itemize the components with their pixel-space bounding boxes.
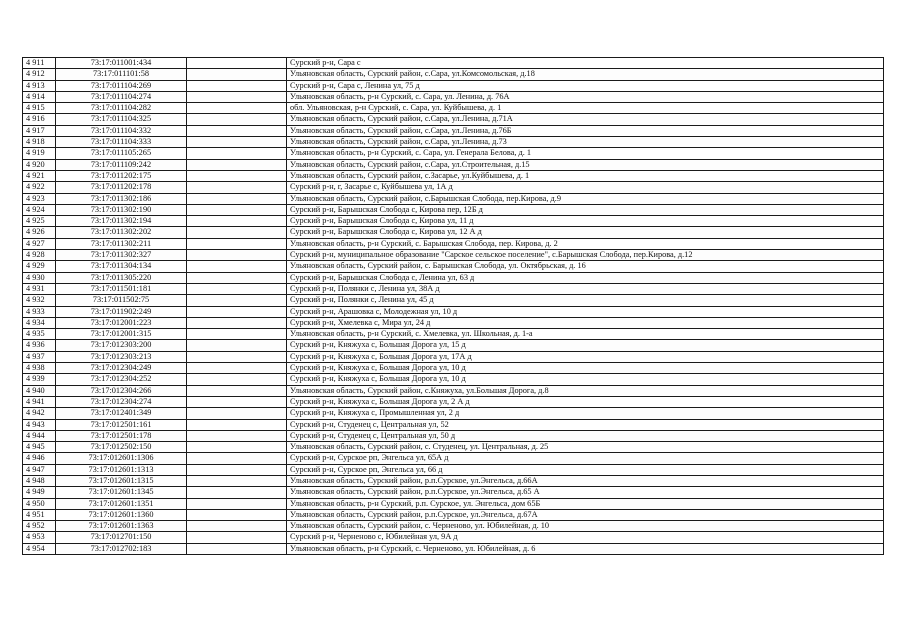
cadastral-number-cell: 73:17:012601:1315 — [56, 475, 187, 486]
row-number-cell: 4 917 — [23, 125, 56, 136]
table-row — [23, 114, 884, 125]
row-number-cell: 4 940 — [23, 385, 56, 396]
table-row — [23, 464, 884, 475]
table-row — [23, 193, 884, 204]
empty-cell — [187, 509, 287, 520]
table-row — [23, 272, 884, 283]
empty-cell — [187, 464, 287, 475]
empty-cell — [187, 69, 287, 80]
address-cell: Ульяновская область, Сурский район, с.Сара, ул.Ленина, д.71А — [287, 114, 884, 125]
address-cell: Сурский р-н, Сурское рп, Энгельса ул, 66 д — [287, 464, 884, 475]
cadastral-number-cell: 73:17:011202:175 — [56, 170, 187, 181]
table-row — [23, 408, 884, 419]
address-cell: Сурский р-н, Княжуха с, Промышленная ул, 2 д — [287, 408, 884, 419]
table-row — [23, 204, 884, 215]
address-cell: Сурский р-н, Студенец с, Центральная ул, 50 д — [287, 430, 884, 441]
row-number-cell: 4 944 — [23, 430, 56, 441]
address-cell: Сурский р-н, Княжуха с, Большая Дорога ул, 2 А д — [287, 396, 884, 407]
empty-cell — [187, 374, 287, 385]
row-number-cell: 4 925 — [23, 216, 56, 227]
table-row — [23, 509, 884, 520]
cadastral-number-cell: 73:17:012303:213 — [56, 351, 187, 362]
cadastral-number-cell: 73:17:012502:150 — [56, 442, 187, 453]
cadastral-number-cell: 73:17:012702:183 — [56, 543, 187, 554]
empty-cell — [187, 103, 287, 114]
row-number-cell: 4 943 — [23, 419, 56, 430]
empty-cell — [187, 261, 287, 272]
cadastral-number-cell: 73:17:011104:325 — [56, 114, 187, 125]
row-number-cell: 4 946 — [23, 453, 56, 464]
cadastral-number-cell: 73:17:012001:315 — [56, 329, 187, 340]
row-number-cell: 4 916 — [23, 114, 56, 125]
row-number-cell: 4 936 — [23, 340, 56, 351]
row-number-cell: 4 918 — [23, 137, 56, 148]
table-row — [23, 238, 884, 249]
row-number-cell: 4 930 — [23, 272, 56, 283]
register-table — [22, 57, 884, 555]
row-number-cell: 4 934 — [23, 317, 56, 328]
address-cell: Сурский р-н, Барышская Слобода с, Кирова ул, 11 д — [287, 216, 884, 227]
empty-cell — [187, 204, 287, 215]
cadastral-number-cell: 73:17:011104:332 — [56, 125, 187, 136]
address-cell: Сурский р-н, Княжуха с, Большая Дорога ул, 17А д — [287, 351, 884, 362]
empty-cell — [187, 521, 287, 532]
row-number-cell: 4 937 — [23, 351, 56, 362]
empty-cell — [187, 543, 287, 554]
empty-cell — [187, 170, 287, 181]
cadastral-number-cell: 73:17:012501:178 — [56, 430, 187, 441]
table-row — [23, 475, 884, 486]
address-cell: Сурский р-н, Барышская Слобода с, Ленина ул, 63 д — [287, 272, 884, 283]
empty-cell — [187, 340, 287, 351]
empty-cell — [187, 182, 287, 193]
address-cell: Ульяновская область, р-н Сурский, р.п. Сурское, ул. Энгельса, дом 65Б — [287, 498, 884, 509]
table-row — [23, 69, 884, 80]
table-row — [23, 182, 884, 193]
empty-cell — [187, 193, 287, 204]
register-sheet — [22, 57, 884, 555]
cadastral-number-cell: 73:17:011305:220 — [56, 272, 187, 283]
address-cell: Ульяновская область, р-н Сурский, с. Сара, ул. Генерала Белова, д. 1 — [287, 148, 884, 159]
table-row — [23, 58, 884, 69]
row-number-cell: 4 941 — [23, 396, 56, 407]
cadastral-number-cell: 73:17:012601:1363 — [56, 521, 187, 532]
empty-cell — [187, 125, 287, 136]
table-row — [23, 227, 884, 238]
address-cell: Сурский р-н, Княжуха с, Большая Дорога ул, 10 д — [287, 374, 884, 385]
cadastral-number-cell: 73:17:012304:274 — [56, 396, 187, 407]
empty-cell — [187, 250, 287, 261]
empty-cell — [187, 114, 287, 125]
table-row — [23, 80, 884, 91]
row-number-cell: 4 926 — [23, 227, 56, 238]
row-number-cell: 4 952 — [23, 521, 56, 532]
address-cell: Ульяновская область, Сурский район, с.Барышская Слобода, пер.Кирова, д.9 — [287, 193, 884, 204]
cadastral-number-cell: 73:17:012304:266 — [56, 385, 187, 396]
address-cell: Сурский р-н, Хмелевка с, Мира ул, 24 д — [287, 317, 884, 328]
address-cell: Ульяновская область, р-н Сурский, с. Черненово, ул. Юбилейная, д. 6 — [287, 543, 884, 554]
address-cell: Сурский р-н, Сара с, Ленина ул, 75 д — [287, 80, 884, 91]
address-cell: Сурский р-н, Полянки с, Ленина ул, 45 д — [287, 295, 884, 306]
empty-cell — [187, 419, 287, 430]
table-row — [23, 487, 884, 498]
row-number-cell: 4 923 — [23, 193, 56, 204]
cadastral-number-cell: 73:17:012601:1313 — [56, 464, 187, 475]
empty-cell — [187, 137, 287, 148]
empty-cell — [187, 58, 287, 69]
empty-cell — [187, 91, 287, 102]
cadastral-number-cell: 73:17:012001:223 — [56, 317, 187, 328]
row-number-cell: 4 919 — [23, 148, 56, 159]
cadastral-number-cell: 73:17:011001:434 — [56, 58, 187, 69]
address-cell: Ульяновская область, Сурский район, с.Сара, ул.Ленина, д.76Б — [287, 125, 884, 136]
table-row — [23, 125, 884, 136]
row-number-cell: 4 954 — [23, 543, 56, 554]
address-cell: Ульяновская область, Сурский район, р.п.Сурское, ул.Энгельса, д.66А — [287, 475, 884, 486]
row-number-cell: 4 928 — [23, 250, 56, 261]
address-cell: Ульяновская область, р-н Сурский, с. Барышская Слобода, пер. Кирова, д. 2 — [287, 238, 884, 249]
empty-cell — [187, 216, 287, 227]
address-cell: Сурский р-н, Сурское рп, Энгельса ул, 65А д — [287, 453, 884, 464]
cadastral-number-cell: 73:17:011104:333 — [56, 137, 187, 148]
empty-cell — [187, 532, 287, 543]
row-number-cell: 4 911 — [23, 58, 56, 69]
table-row — [23, 374, 884, 385]
row-number-cell: 4 929 — [23, 261, 56, 272]
address-cell: Ульяновская область, Сурский район, с. Барышская Слобода, ул. Октябрьская, д. 16 — [287, 261, 884, 272]
table-row — [23, 532, 884, 543]
empty-cell — [187, 329, 287, 340]
cadastral-number-cell: 73:17:011304:134 — [56, 261, 187, 272]
table-row — [23, 396, 884, 407]
row-number-cell: 4 951 — [23, 509, 56, 520]
address-cell: Ульяновская область, Сурский район, р.п.Сурское, ул.Энгельса, д.65 А — [287, 487, 884, 498]
empty-cell — [187, 306, 287, 317]
address-cell: Сурский р-н, муниципальное образование "Сарское сельское поселение", с.Барышская Слобода, пер.Кирова, д.12 — [287, 250, 884, 261]
empty-cell — [187, 227, 287, 238]
row-number-cell: 4 948 — [23, 475, 56, 486]
cadastral-number-cell: 73:17:011109:242 — [56, 159, 187, 170]
table-row — [23, 170, 884, 181]
address-cell: Ульяновская область, р-н Сурский, с. Сара, ул. Ленина, д. 76А — [287, 91, 884, 102]
address-cell: Сурский р-н, Сара с — [287, 58, 884, 69]
cadastral-number-cell: 73:17:012601:1360 — [56, 509, 187, 520]
address-cell: Сурский р-н, Княжуха с, Большая Дорога ул, 10 д — [287, 363, 884, 374]
empty-cell — [187, 351, 287, 362]
cadastral-number-cell: 73:17:011902:249 — [56, 306, 187, 317]
table-row — [23, 498, 884, 509]
table-row — [23, 159, 884, 170]
cadastral-number-cell: 73:17:012501:161 — [56, 419, 187, 430]
empty-cell — [187, 442, 287, 453]
cadastral-number-cell: 73:17:012303:200 — [56, 340, 187, 351]
table-row — [23, 521, 884, 532]
cadastral-number-cell: 73:17:011302:190 — [56, 204, 187, 215]
row-number-cell: 4 947 — [23, 464, 56, 475]
cadastral-number-cell: 73:17:011302:211 — [56, 238, 187, 249]
empty-cell — [187, 363, 287, 374]
cadastral-number-cell: 73:17:012601:1345 — [56, 487, 187, 498]
cadastral-number-cell: 73:17:011302:194 — [56, 216, 187, 227]
table-row — [23, 453, 884, 464]
address-cell: Сурский р-н, Черненово с, Юбилейная ул, 9А д — [287, 532, 884, 543]
table-row — [23, 430, 884, 441]
empty-cell — [187, 408, 287, 419]
table-row — [23, 295, 884, 306]
table-row — [23, 250, 884, 261]
table-row — [23, 216, 884, 227]
row-number-cell: 4 938 — [23, 363, 56, 374]
empty-cell — [187, 238, 287, 249]
table-row — [23, 148, 884, 159]
table-row — [23, 543, 884, 554]
row-number-cell: 4 953 — [23, 532, 56, 543]
table-row — [23, 329, 884, 340]
cadastral-number-cell: 73:17:012304:252 — [56, 374, 187, 385]
table-row — [23, 317, 884, 328]
row-number-cell: 4 931 — [23, 283, 56, 294]
address-cell: Сурский р-н, Барышская Слобода с, Кирова пер, 12Б д — [287, 204, 884, 215]
address-cell: Ульяновская область, Сурский район, с. Студенец, ул. Центральная, д. 25 — [287, 442, 884, 453]
row-number-cell: 4 950 — [23, 498, 56, 509]
row-number-cell: 4 932 — [23, 295, 56, 306]
row-number-cell: 4 920 — [23, 159, 56, 170]
row-number-cell: 4 924 — [23, 204, 56, 215]
empty-cell — [187, 295, 287, 306]
cadastral-number-cell: 73:17:012601:1351 — [56, 498, 187, 509]
empty-cell — [187, 475, 287, 486]
empty-cell — [187, 159, 287, 170]
row-number-cell: 4 915 — [23, 103, 56, 114]
address-cell: Ульяновская область, Сурский район, с.Сара, ул.Ленина, д.73 — [287, 137, 884, 148]
address-cell: Ульяновская область, Сурский район, с.Сара, ул.Комсомольская, д.18 — [287, 69, 884, 80]
row-number-cell: 4 945 — [23, 442, 56, 453]
address-cell: Ульяновская область, Сурский район, р.п.Сурское, ул.Энгельса, д.67А — [287, 509, 884, 520]
cadastral-number-cell: 73:17:012304:249 — [56, 363, 187, 374]
address-cell: Сурский р-н, г, Засарье с, Куйбышева ул, 1А д — [287, 182, 884, 193]
cadastral-number-cell: 73:17:011104:269 — [56, 80, 187, 91]
empty-cell — [187, 498, 287, 509]
row-number-cell: 4 927 — [23, 238, 56, 249]
address-cell: Ульяновская область, Сурский район, с.Сара, ул.Строительная, д.15 — [287, 159, 884, 170]
table-row — [23, 306, 884, 317]
empty-cell — [187, 283, 287, 294]
cadastral-number-cell: 73:17:011502:75 — [56, 295, 187, 306]
address-cell: Ульяновская область, р-н Сурский, с. Хмелевка, ул. Школьная, д. 1-а — [287, 329, 884, 340]
row-number-cell: 4 914 — [23, 91, 56, 102]
cadastral-number-cell: 73:17:012701:150 — [56, 532, 187, 543]
table-row — [23, 103, 884, 114]
empty-cell — [187, 80, 287, 91]
row-number-cell: 4 933 — [23, 306, 56, 317]
row-number-cell: 4 922 — [23, 182, 56, 193]
row-number-cell: 4 942 — [23, 408, 56, 419]
row-number-cell: 4 912 — [23, 69, 56, 80]
table-row — [23, 283, 884, 294]
table-row — [23, 419, 884, 430]
cadastral-number-cell: 73:17:011302:202 — [56, 227, 187, 238]
table-row — [23, 261, 884, 272]
row-number-cell: 4 939 — [23, 374, 56, 385]
cadastral-number-cell: 73:17:011202:178 — [56, 182, 187, 193]
empty-cell — [187, 430, 287, 441]
address-cell: обл. Ульяновская, р-н Сурский, с. Сара, ул. Куйбышева, д. 1 — [287, 103, 884, 114]
row-number-cell: 4 921 — [23, 170, 56, 181]
cadastral-number-cell: 73:17:012601:1306 — [56, 453, 187, 464]
cadastral-number-cell: 73:17:011302:186 — [56, 193, 187, 204]
address-cell: Ульяновская область, Сурский район, с.Засарье, ул.Куйбышева, д. 1 — [287, 170, 884, 181]
register-table-body — [23, 58, 884, 555]
table-row — [23, 363, 884, 374]
row-number-cell: 4 949 — [23, 487, 56, 498]
address-cell: Сурский р-н, Барышская Слобода с, Кирова ул, 12 А д — [287, 227, 884, 238]
table-row — [23, 351, 884, 362]
cadastral-number-cell: 73:17:011501:181 — [56, 283, 187, 294]
cadastral-number-cell: 73:17:011104:282 — [56, 103, 187, 114]
row-number-cell: 4 935 — [23, 329, 56, 340]
address-cell: Ульяновская область, Сурский район, с.Княжуха, ул.Большая Дорога, д.8 — [287, 385, 884, 396]
cadastral-number-cell: 73:17:011101:58 — [56, 69, 187, 80]
empty-cell — [187, 487, 287, 498]
table-row — [23, 385, 884, 396]
empty-cell — [187, 453, 287, 464]
cadastral-number-cell: 73:17:011105:265 — [56, 148, 187, 159]
row-number-cell: 4 913 — [23, 80, 56, 91]
empty-cell — [187, 385, 287, 396]
cadastral-number-cell: 73:17:011104:274 — [56, 91, 187, 102]
empty-cell — [187, 396, 287, 407]
empty-cell — [187, 148, 287, 159]
table-row — [23, 137, 884, 148]
table-row — [23, 340, 884, 351]
address-cell: Сурский р-н, Арашовка с, Молодежная ул, 10 д — [287, 306, 884, 317]
address-cell: Сурский р-н, Полянки с, Ленина ул, 38А д — [287, 283, 884, 294]
table-row — [23, 442, 884, 453]
address-cell: Ульяновская область, Сурский район, с. Черненово, ул. Юбилейная, д. 10 — [287, 521, 884, 532]
empty-cell — [187, 272, 287, 283]
address-cell: Сурский р-н, Студенец с, Центральная ул, 52 — [287, 419, 884, 430]
empty-cell — [187, 317, 287, 328]
cadastral-number-cell: 73:17:011302:327 — [56, 250, 187, 261]
cadastral-number-cell: 73:17:012401:349 — [56, 408, 187, 419]
address-cell: Сурский р-н, Княжуха с, Большая Дорога ул, 15 д — [287, 340, 884, 351]
table-row — [23, 91, 884, 102]
